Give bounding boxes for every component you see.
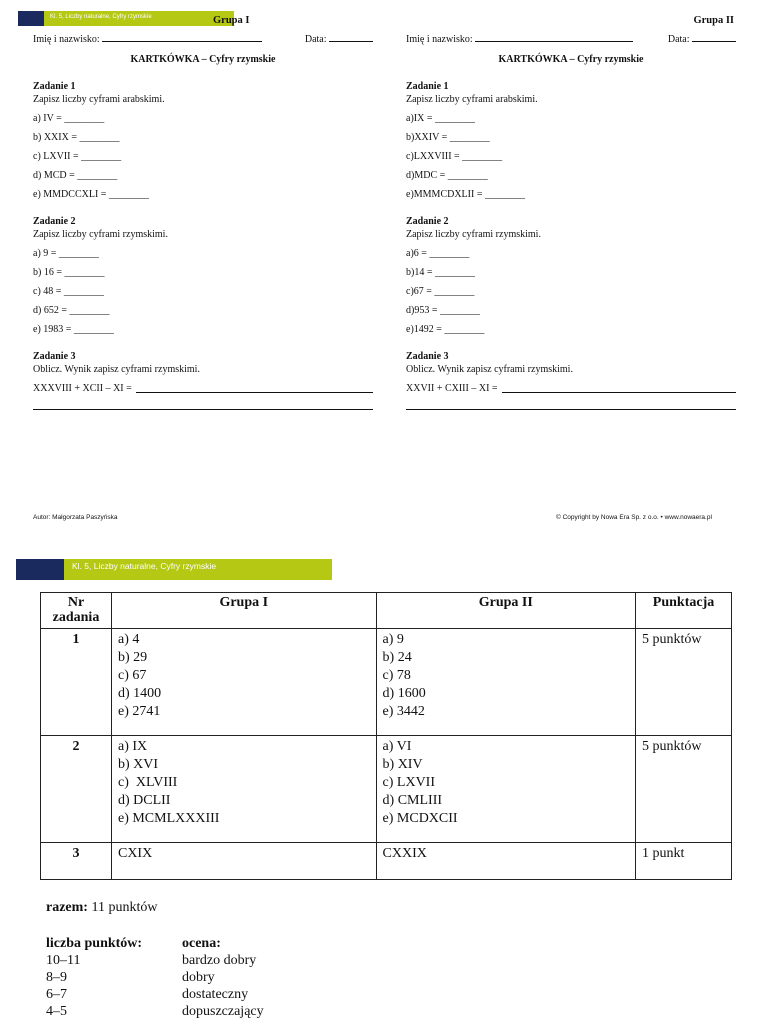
- answer-item: a) 9: [382, 632, 404, 647]
- name-date-row: [406, 32, 736, 46]
- task-1-instruction: Zapisz liczby cyframi arabskimi.: [33, 94, 165, 105]
- answer-item: e) 2741: [117, 704, 161, 719]
- task-1-instruction: Zapisz liczby cyframi arabskimi.: [406, 94, 538, 105]
- worksheet-title: KARTKÓWKA – Cyfry rzymskie: [498, 54, 644, 65]
- answers-group-2: [376, 629, 636, 736]
- answer-item: c) LXVII: [382, 775, 436, 790]
- task-item: d)MDC = ________: [406, 170, 488, 181]
- task-item: a) 9 = ________: [33, 248, 99, 259]
- task-item: b) 16 = ________: [33, 267, 105, 278]
- task-item: b) XXIX = ________: [33, 132, 120, 143]
- task-item: a)6 = ________: [406, 248, 470, 259]
- task-item: d)953 = ________: [406, 305, 480, 316]
- total-points: [46, 900, 157, 916]
- answers-group-1: CXIX: [111, 843, 376, 880]
- points: 5 punktów: [636, 736, 732, 843]
- task-item: e) MMDCCXLI = ________: [33, 189, 149, 200]
- banner-label: Kl. 5, Liczby naturalne, Cyfry rzymskie: [64, 559, 332, 580]
- answer-item: b) 29: [117, 650, 148, 665]
- answer-item: b) 24: [382, 650, 412, 665]
- copyright-note: © Copyright by Nowa Era Sp. z o.o. • www.nowaera.pl: [556, 514, 712, 521]
- answer-item: a) 4: [117, 632, 140, 647]
- answer-item: a) IX: [117, 739, 148, 754]
- header-group-2: Grupa II: [376, 593, 636, 629]
- task-number: 3: [41, 843, 112, 880]
- task-item: c)LXXVIII = ________: [406, 151, 503, 162]
- task-item: c)67 = ________: [406, 286, 475, 297]
- worksheet-title: KARTKÓWKA – Cyfry rzymskie: [130, 54, 276, 65]
- date-field: Data:: [668, 32, 736, 46]
- grading-row: 6–7 dostateczny: [46, 987, 249, 1002]
- answer-item: c) 67: [117, 668, 147, 683]
- task-2-instruction: Zapisz liczby cyframi rzymskimi.: [406, 229, 541, 240]
- task-item: e) 1983 = ________: [33, 324, 114, 335]
- author-note: Autor: Małgorzata Paszyńska: [33, 514, 118, 521]
- table-header-row: [41, 593, 732, 629]
- task-2-title: Zadanie 2: [33, 216, 76, 227]
- banner-navy-block: [16, 559, 64, 580]
- answer-key-table: [40, 592, 732, 880]
- header-points: Punktacja: [636, 593, 732, 629]
- header-group-1: Grupa I: [111, 593, 376, 629]
- task-3-instruction: Oblicz. Wynik zapisz cyframi rzymskimi.: [33, 364, 200, 375]
- task-item: d) 652 = ________: [33, 305, 110, 316]
- table-row: [41, 843, 732, 880]
- task-item: a)IX = ________: [406, 113, 475, 124]
- group-label: Grupa I: [213, 15, 250, 26]
- answer-item: d) CMLIII: [382, 793, 443, 808]
- worksheet-group-1: [33, 14, 373, 410]
- name-field: Imię i nazwisko:: [33, 32, 262, 46]
- task-3-title: Zadanie 3: [33, 351, 76, 362]
- task-1-title: Zadanie 1: [406, 81, 449, 92]
- group-label: Grupa II: [693, 15, 734, 26]
- grading-col-points: liczba punktów:: [46, 936, 143, 951]
- task-item: b)14 = ________: [406, 267, 475, 278]
- task-2-instruction: Zapisz liczby cyframi rzymskimi.: [33, 229, 168, 240]
- task-item: d) MCD = ________: [33, 170, 118, 181]
- points: 5 punktów: [636, 629, 732, 736]
- task-3-title: Zadanie 3: [406, 351, 449, 362]
- answer-line: [406, 408, 736, 410]
- task-item: c) 48 = ________: [33, 286, 104, 297]
- task-3-instruction: Oblicz. Wynik zapisz cyframi rzymskimi.: [406, 364, 573, 375]
- name-field: Imię i nazwisko:: [406, 32, 633, 46]
- total-value: 11 punktów: [91, 900, 158, 915]
- task-item: b)XXIV = ________: [406, 132, 490, 143]
- task-item: e)MMMCDXLII = ________: [406, 189, 525, 200]
- grading-row: 10–11 bardzo dobry: [46, 953, 257, 968]
- answers-group-2: CXXIX: [376, 843, 636, 880]
- answers-group-2: [376, 736, 636, 843]
- answer-item: c) 78: [382, 668, 411, 683]
- total-label: razem:: [46, 900, 88, 915]
- answer-item: e) MCDXCII: [382, 811, 458, 826]
- answers-group-1: [111, 736, 376, 843]
- answer-item: b) XIV: [382, 757, 423, 772]
- name-date-row: [33, 32, 373, 46]
- grading-scale: [46, 935, 264, 1020]
- answers-group-1: [111, 629, 376, 736]
- table-row: [41, 629, 732, 736]
- answer-item: d) 1600: [382, 686, 426, 701]
- points: 1 punkt: [636, 843, 732, 880]
- task-3-expression: XXVII + CXIII – XI =: [406, 382, 736, 395]
- header-nr: Nr zadania: [41, 593, 112, 629]
- task-2-title: Zadanie 2: [406, 216, 449, 227]
- answer-line: [33, 408, 373, 410]
- answer-item: d) 1400: [117, 686, 162, 701]
- task-number: 2: [41, 736, 112, 843]
- answer-item: e) MCMLXXXIII: [117, 811, 220, 826]
- header-banner-answers: [16, 559, 332, 580]
- answer-item: e) 3442: [382, 704, 425, 719]
- task-item: e)1492 = ________: [406, 324, 485, 335]
- answer-item: d) DCLII: [117, 793, 171, 808]
- task-item: a) IV = ________: [33, 113, 105, 124]
- worksheet-group-2: [406, 14, 736, 410]
- grading-col-grade: ocena:: [182, 936, 221, 951]
- answer-item: c) XLVIII: [117, 775, 178, 790]
- answer-item: b) XVI: [117, 757, 159, 772]
- answer-item: a) VI: [382, 739, 412, 754]
- grading-row: 4–5 dopuszczający: [46, 1004, 264, 1019]
- task-3-expression: XXXVIII + XCII – XI =: [33, 382, 373, 395]
- grading-row: 8–9 dobry: [46, 970, 215, 985]
- date-field: Data:: [305, 32, 373, 46]
- task-number: 1: [41, 629, 112, 736]
- banner-label: Kl. 5, Liczby naturalne, Cyfry rzymskie: [44, 11, 234, 26]
- task-1-title: Zadanie 1: [33, 81, 76, 92]
- grading-header: [46, 935, 264, 952]
- table-row: [41, 736, 732, 843]
- task-item: c) LXVII = ________: [33, 151, 122, 162]
